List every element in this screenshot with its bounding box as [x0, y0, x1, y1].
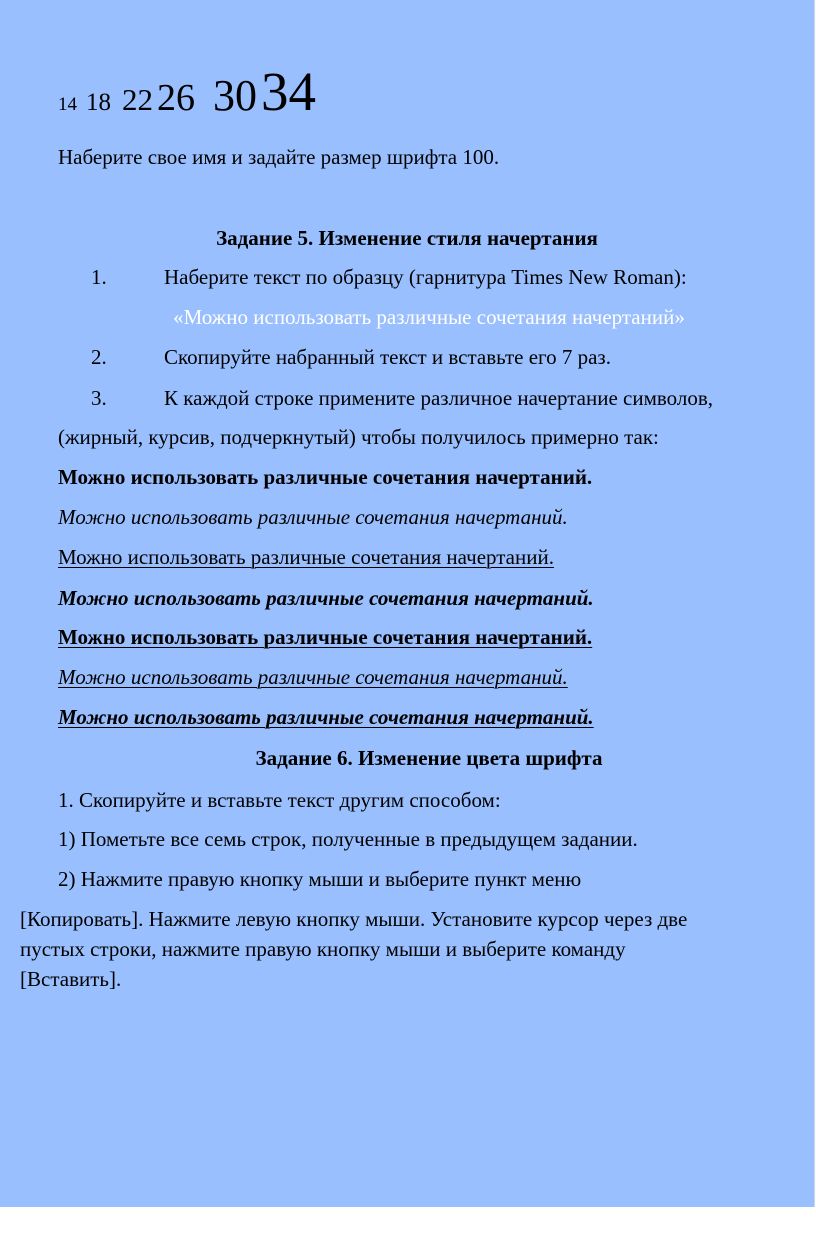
font-size-22: 22	[122, 82, 153, 117]
task6-line-3: 2) Нажмите правую кнопку мыши и выберите пункт меню	[58, 867, 582, 891]
example-bold-underline: Можно использовать различные сочетания начертаний.	[58, 625, 593, 649]
task6-heading: Задание 6. Изменение цвета шрифта	[255, 746, 603, 770]
example-bold-italic-underline: Можно использовать различные сочетания начертаний.	[58, 705, 594, 729]
task5-step3-continuation: (жирный, курсив, подчеркнутый) чтобы получилось примерно так:	[58, 425, 659, 449]
font-size-samples	[58, 61, 316, 128]
task6-line-1: 1. Скопируйте и вставьте текст другим способом:	[58, 788, 501, 812]
example-bold-italic: Можно использовать различные сочетания начертаний.	[58, 586, 594, 610]
example-italic: Можно использовать различные сочетания начертаний.	[58, 505, 568, 529]
task5-step1-number: 1.	[91, 265, 107, 289]
example-underline: Можно использовать различные сочетания начертаний.	[58, 545, 554, 569]
example-italic-underline: Можно использовать различные сочетания начертаний.	[58, 665, 568, 689]
font-size-26: 26	[157, 77, 195, 119]
task6-line-2: 1) Пометьте все семь строк, полученные в предыдущем задании.	[58, 827, 638, 851]
font-size-30: 30	[213, 71, 257, 120]
name-instruction: Наберите свое имя и задайте размер шрифта 100.	[58, 145, 500, 169]
example-bold: Можно использовать различные сочетания начертаний.	[58, 465, 593, 489]
task6-line-5: пустых строки, нажмите правую кнопку мыши и выберите команду	[20, 937, 626, 961]
task5-step2-text: Скопируйте набранный текст и вставьте его 7 раз.	[164, 345, 611, 369]
font-size-18: 18	[86, 89, 111, 116]
task5-step3-number: 3.	[91, 386, 107, 410]
font-size-14: 14	[58, 94, 77, 115]
task5-heading: Задание 5. Изменение стиля начертания	[216, 226, 598, 250]
task5-step3-text: К каждой строке примените различное начертание символов,	[164, 386, 714, 410]
task6-line-4: [Копировать]. Нажмите левую кнопку мыши. Установите курсор через две	[20, 907, 688, 931]
task5-sample-text: «Можно использовать различные сочетания начертаний»	[173, 305, 685, 329]
task5-step1-text: Наберите текст по образцу (гарнитура Times New Roman):	[164, 265, 687, 289]
task5-step2-number: 2.	[91, 345, 107, 369]
task6-line-6: [Вставить].	[20, 967, 122, 991]
font-size-34: 34	[261, 61, 316, 122]
